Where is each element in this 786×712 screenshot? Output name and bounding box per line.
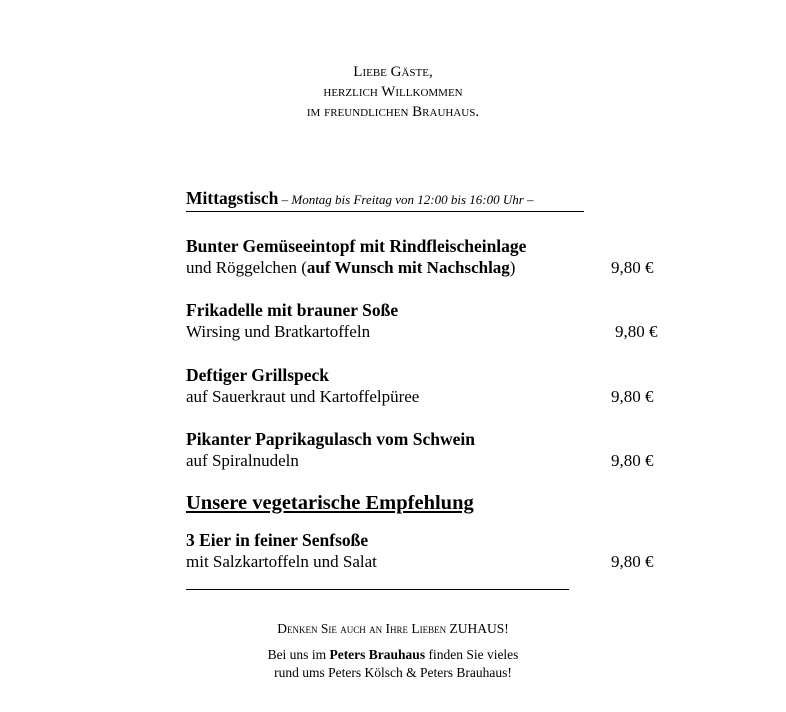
greeting — [0, 62, 786, 122]
menu-item-name: Deftiger Grillspeck — [186, 365, 330, 385]
menu-item-description-bold: auf Wunsch mit Nachschlag — [306, 258, 510, 277]
menu-item-vegetarian — [186, 529, 666, 573]
menu-item-description-end: ) — [509, 258, 516, 277]
menu-item-price: 9,80 € — [611, 451, 654, 470]
greeting-line-3: im freundlichen Brauhaus. — [306, 104, 480, 120]
menu-item — [186, 428, 666, 472]
footer-line-2-start: Bei uns im — [267, 647, 330, 662]
menu-item-name: Frikadelle mit brauner Soße — [186, 300, 399, 320]
footer-brand: Peters Brauhaus — [329, 647, 426, 662]
menu-item-description: auf Sauerkraut und Kartoffelpüree — [186, 387, 420, 406]
footer-line-2-end: finden Sie vieles — [425, 647, 519, 662]
menu-item-description: mit Salzkartoffeln und Salat — [186, 552, 377, 571]
vegetarian-heading: Unsere vegetarische Empfehlung — [186, 492, 474, 514]
greeting-line-2: herzlich Willkommen — [323, 84, 463, 100]
menu-item-price: 9,80 € — [611, 552, 654, 571]
menu-item-price: 9,80 € — [615, 322, 658, 341]
menu-item-name: Bunter Gemüseeintopf mit Rindfleischeinlage — [186, 236, 527, 256]
menu-item-name: 3 Eier in feiner Senfsoße — [186, 530, 369, 550]
menu-item-price: 9,80 € — [611, 387, 654, 406]
divider — [186, 589, 569, 590]
footer-line-2 — [0, 646, 786, 664]
menu-item-description — [186, 257, 666, 279]
menu-item-price: 9,80 € — [611, 258, 654, 277]
greeting-line-1: Liebe Gäste, — [353, 64, 433, 80]
menu-item — [186, 364, 666, 408]
menu-item — [186, 235, 666, 279]
lunch-title: Mittagstisch — [186, 188, 279, 208]
menu-item — [186, 299, 666, 343]
lunch-heading — [186, 188, 584, 212]
footer-line-3: rund ums Peters Kölsch & Peters Brauhaus! — [274, 665, 512, 680]
menu-item-description: auf Spiralnudeln — [186, 451, 299, 470]
menu-item-name: Pikanter Paprikagulasch vom Schwein — [186, 429, 475, 449]
footer-reminder: Denken Sie auch an Ihre Lieben ZUHAUS! — [277, 621, 509, 636]
menu-item-description: Wirsing und Bratkartoffeln — [186, 322, 371, 341]
menu-item-description-text: und Röggelchen ( — [186, 258, 307, 277]
lunch-hours: – Montag bis Freitag von 12:00 bis 16:00 Uhr – — [278, 192, 534, 207]
